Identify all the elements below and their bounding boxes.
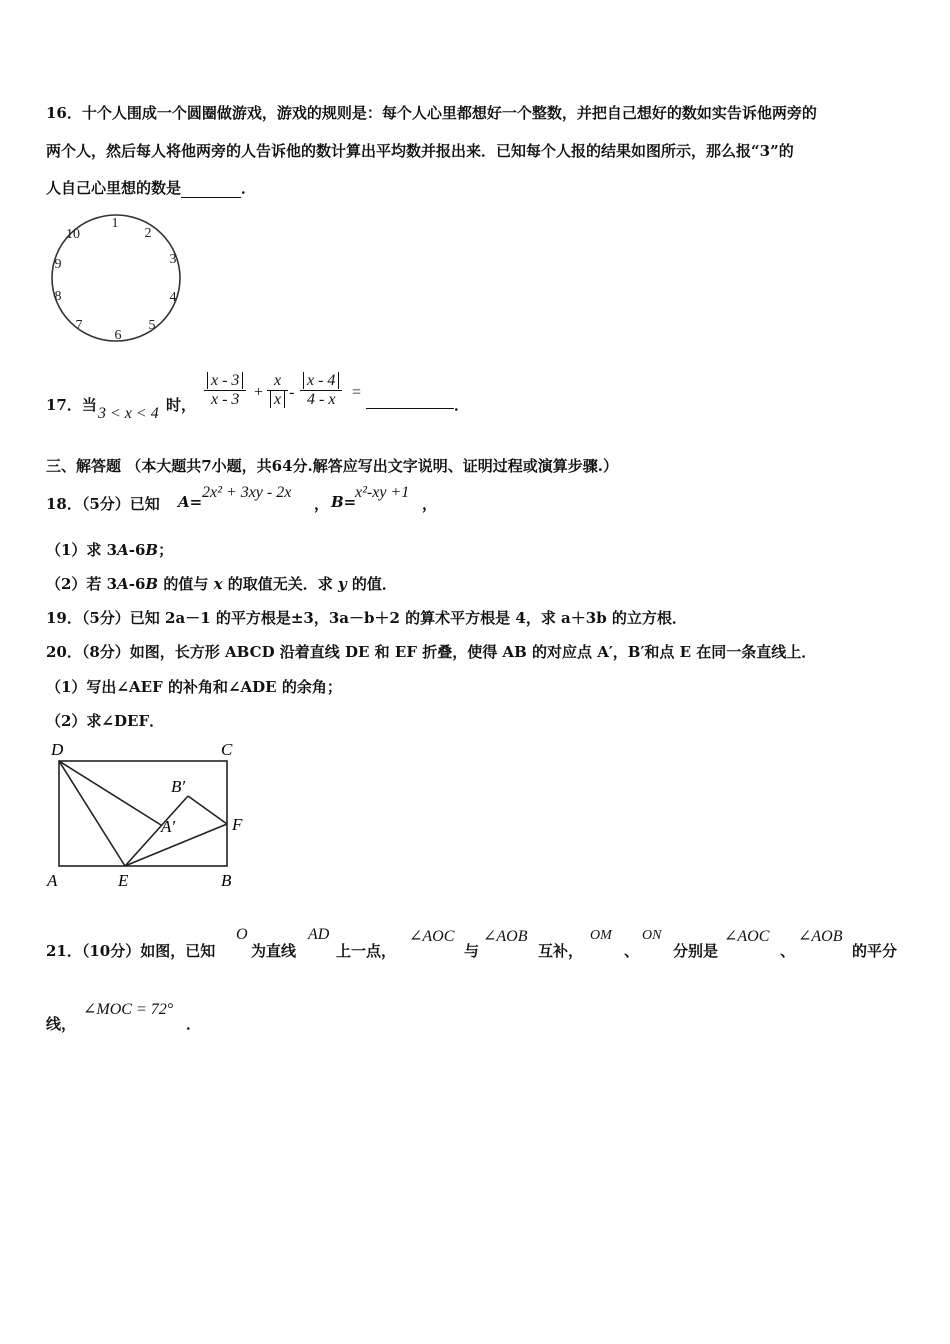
q17-answer-blank — [366, 390, 454, 409]
q18-p1-d: B — [145, 541, 159, 559]
circle-number: 6 — [114, 328, 122, 343]
circle-number: 9 — [54, 257, 62, 272]
line-da-prime — [59, 761, 161, 825]
q18-prefix: 18．（5分）已知 — [46, 495, 160, 513]
circle-number: 10 — [66, 227, 80, 242]
q17-f3-den: 4 - x — [307, 391, 336, 408]
circle-number: 5 — [148, 318, 156, 333]
circle-number: 8 — [54, 289, 62, 304]
q18-p2-e: 的值与 — [158, 575, 214, 593]
q21-i: 的平分 — [852, 942, 898, 960]
q17-f3-num: x - 4 — [303, 372, 339, 389]
q18-B-label: B= — [331, 493, 357, 511]
q17-fraction1 — [204, 372, 246, 409]
q17-f2-den: x — [270, 391, 285, 408]
q21-ON: ON — [642, 928, 662, 943]
q21-f: 、 — [624, 942, 640, 960]
circle-number: 4 — [169, 290, 177, 305]
label-d: D — [51, 740, 64, 759]
q17-plus: + — [254, 384, 264, 401]
q16-line2: 两个人，然后每人将他两旁的人告诉他的数计算出平均数并报出来．已知每个人报的结果如图所示，那么报“3”的 — [46, 142, 794, 160]
q21-O: O — [236, 926, 248, 943]
label-a-prime: A′ — [161, 817, 176, 836]
q19-stem: 19．（5分）已知 2a－1 的平方根是±3，3a－b＋2 的算术平方根是 4，求 a＋3b 的立方根． — [46, 609, 687, 627]
q18-part1 — [46, 539, 173, 560]
label-e: E — [118, 871, 129, 890]
line-ef — [125, 824, 227, 866]
q18-A-expr: 2x² + 3xy - 2x — [202, 484, 292, 501]
line-b-prime-f — [188, 796, 227, 824]
q21-line2-end: ． — [186, 1015, 202, 1033]
q18-p2-f: x — [213, 575, 223, 593]
q18-p1-c: -6 — [128, 541, 146, 559]
q18-B-expr: x²-xy +1 — [355, 484, 410, 501]
q16-answer-blank — [181, 179, 241, 198]
circle-number: 1 — [111, 216, 119, 231]
q18-end: ， — [422, 495, 438, 513]
q18-A-label: A= — [178, 493, 203, 511]
section3-heading: 三、解答题 （本大题共7小题，共64分.解答应写出文字说明、证明过程或演算步骤.） — [46, 457, 618, 475]
q21-OM: OM — [590, 928, 612, 943]
q20-part2: （2）求∠DEF． — [46, 712, 165, 730]
q17-prefix: 17．当 — [46, 396, 97, 414]
q18-p1-e: ； — [158, 541, 174, 559]
q18-p2-d: B — [145, 575, 159, 593]
q16-line3-text: 人自己心里想的数是 — [46, 179, 182, 197]
q21-c: 上一点， — [336, 942, 397, 960]
q16-circle-figure — [44, 208, 189, 348]
circle-number: 2 — [144, 226, 152, 241]
q18-p1-a: （1）求 3 — [46, 541, 118, 559]
q21-aoc1: ∠AOC — [409, 928, 455, 945]
q18-p2-h: y — [337, 575, 347, 593]
q17-end: ． — [454, 396, 470, 414]
q16-line3-end: ． — [241, 179, 257, 197]
q21-b: 为直线 — [251, 942, 297, 960]
q21-h: 、 — [780, 942, 796, 960]
q17-equals: = — [352, 384, 362, 401]
q21-aob2: ∠AOB — [798, 928, 843, 945]
q17-condition: 3 < x < 4 — [98, 405, 159, 422]
q21-line2-a: 线， — [46, 1015, 77, 1033]
q21-aob1: ∠AOB — [483, 928, 528, 945]
q18-p2-i: 的值． — [346, 575, 397, 593]
q17-shi: 时， — [166, 396, 197, 414]
line-de — [59, 761, 125, 866]
q20-part1: （1）写出∠AEF 的补角和∠ADE 的余角； — [46, 678, 342, 696]
q18-p2-b: A — [117, 575, 129, 593]
q21-e: 互补， — [538, 942, 584, 960]
q16-line3 — [46, 177, 256, 198]
q21-d: 与 — [464, 942, 480, 960]
q20-stem: 20．（8分）如图，长方形 ABCD 沿着直线 DE 和 EF 折叠，使得 AB 的对应点 A′，B′和点 E 在同一条直线上． — [46, 643, 817, 661]
q20-fold-figure — [40, 735, 255, 895]
q17-minus: - — [289, 384, 295, 401]
q18-p1-b: A — [117, 541, 129, 559]
circle-number: 7 — [75, 318, 83, 333]
q17-f1-den: x - 3 — [211, 391, 240, 408]
q21-moc: ∠MOC = 72° — [83, 1001, 174, 1018]
label-f: F — [232, 815, 243, 834]
q17-f1-num: x - 3 — [207, 372, 243, 389]
q21-aoc2: ∠AOC — [724, 928, 770, 945]
q18-p2-g: 的取值无关．求 — [222, 575, 338, 593]
q17-fraction3 — [300, 372, 342, 409]
q18-sep: ， — [314, 495, 330, 513]
label-b-prime: B′ — [171, 777, 186, 796]
q21-a: 21．（10分）如图，已知 — [46, 942, 216, 960]
circle-number: 3 — [169, 252, 177, 267]
line-eb-prime — [125, 796, 188, 866]
q21-AD: AD — [308, 926, 330, 943]
label-c: C — [221, 740, 233, 759]
q16-line1: 16．十个人围成一个圆圈做游戏，游戏的规则是：每个人心里都想好一个整数，并把自己想好的数如实告诉他两旁的 — [46, 104, 817, 122]
label-b: B — [221, 871, 232, 890]
q18-p2-c: -6 — [128, 575, 146, 593]
label-a: A — [47, 871, 58, 890]
q21-g: 分别是 — [673, 942, 719, 960]
q18-p2-a: （2）若 3 — [46, 575, 118, 593]
q18-part2 — [46, 573, 397, 594]
q17-f2-num: x — [267, 372, 288, 391]
q17-fraction2 — [267, 372, 288, 409]
